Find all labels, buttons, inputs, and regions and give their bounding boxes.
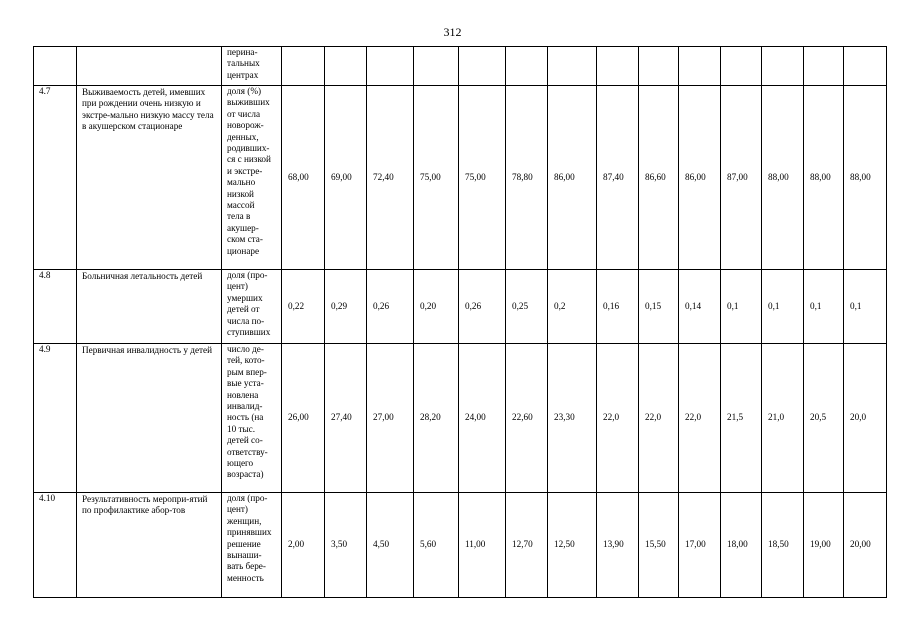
value-cell: 23,30 [548, 344, 597, 493]
value-cell: 0,15 [639, 270, 679, 344]
value-cell: 27,00 [367, 344, 414, 493]
continuation-row [34, 47, 887, 86]
value-cell: 68,00 [282, 86, 325, 270]
value-cell: 27,40 [325, 344, 367, 493]
value-cell: 72,40 [367, 86, 414, 270]
value-cell: 0,29 [325, 270, 367, 344]
value-cell: 0,2 [548, 270, 597, 344]
value-cell: 0,1 [762, 270, 804, 344]
value-cell: 69,00 [325, 86, 367, 270]
value-cell: 22,0 [597, 344, 639, 493]
value-cell: 12,50 [548, 493, 597, 598]
table-row [34, 344, 887, 493]
value-cell: 86,00 [679, 86, 721, 270]
value-cell: 87,40 [597, 86, 639, 270]
value-cell: 75,00 [459, 86, 506, 270]
value-cell: 22,60 [506, 344, 548, 493]
value-cell: 2,00 [282, 493, 325, 598]
value-cell: 24,00 [459, 344, 506, 493]
continuation-name-cell [77, 47, 222, 86]
value-cell: 18,50 [762, 493, 804, 598]
value-cell: 28,20 [414, 344, 459, 493]
value-cell: 78,80 [506, 86, 548, 270]
value-cell: 15,50 [639, 493, 679, 598]
indicators-table [33, 46, 887, 598]
table-row [34, 493, 887, 598]
value-cell: 0,1 [804, 270, 844, 344]
indicator-number: 4.10 [34, 493, 77, 598]
value-cell: 22,0 [639, 344, 679, 493]
indicator-unit: доля (про- цент) умерших детей от числа по- ступивших [222, 270, 282, 344]
value-cell: 20,0 [844, 344, 887, 493]
value-cell: 12,70 [506, 493, 548, 598]
indicator-number: 4.7 [34, 86, 77, 270]
value-cell: 88,00 [804, 86, 844, 270]
indicator-unit: доля (%) выживших от числа новорож- денных, родивших- ся с низкой и экстре- мально низкой массой тела в акушер- ском ста- ционаре [222, 86, 282, 270]
table-row [34, 86, 887, 270]
indicator-number: 4.8 [34, 270, 77, 344]
value-cell: 88,00 [844, 86, 887, 270]
indicator-name: Результативность меропри-ятий по профилактике абор-тов [77, 493, 222, 598]
value-cell: 13,90 [597, 493, 639, 598]
indicator-number: 4.9 [34, 344, 77, 493]
value-cell: 19,00 [804, 493, 844, 598]
indicator-unit: число де- тей, кото- рым впер- вые уста- новлена инвалид- ность (на 10 тыс. детей со- ответству- ющего возраста) [222, 344, 282, 493]
continuation-num-cell [34, 47, 77, 86]
value-cell: 87,00 [721, 86, 762, 270]
value-cell: 3,50 [325, 493, 367, 598]
value-cell: 18,00 [721, 493, 762, 598]
value-cell: 4,50 [367, 493, 414, 598]
value-cell: 26,00 [282, 344, 325, 493]
value-cell: 0,1 [844, 270, 887, 344]
indicator-name: Первичная инвалидность у детей [77, 344, 222, 493]
value-cell: 86,00 [548, 86, 597, 270]
value-cell: 75,00 [414, 86, 459, 270]
value-cell: 0,26 [459, 270, 506, 344]
table-row [34, 270, 887, 344]
value-cell: 0,14 [679, 270, 721, 344]
value-cell: 0,20 [414, 270, 459, 344]
page-number: 312 [443, 25, 462, 39]
value-cell: 22,0 [679, 344, 721, 493]
value-cell: 20,5 [804, 344, 844, 493]
value-cell: 17,00 [679, 493, 721, 598]
value-cell: 0,26 [367, 270, 414, 344]
continuation-unit-cell: перина- тальных центрах [222, 47, 282, 86]
value-cell: 5,60 [414, 493, 459, 598]
value-cell: 0,1 [721, 270, 762, 344]
indicator-name: Выживаемость детей, имевших при рождении очень низкую и экстре-мально низкую массу тела в акушерском стационаре [77, 86, 222, 270]
value-cell: 0,22 [282, 270, 325, 344]
indicator-unit: доля (про- цент) женщин, принявших решение вынаши- вать бере- менность [222, 493, 282, 598]
value-cell: 11,00 [459, 493, 506, 598]
value-cell: 21,5 [721, 344, 762, 493]
value-cell: 86,60 [639, 86, 679, 270]
value-cell: 88,00 [762, 86, 804, 270]
indicator-name: Больничная летальность детей [77, 270, 222, 344]
value-cell: 20,00 [844, 493, 887, 598]
value-cell: 21,0 [762, 344, 804, 493]
value-cell: 0,16 [597, 270, 639, 344]
value-cell: 0,25 [506, 270, 548, 344]
